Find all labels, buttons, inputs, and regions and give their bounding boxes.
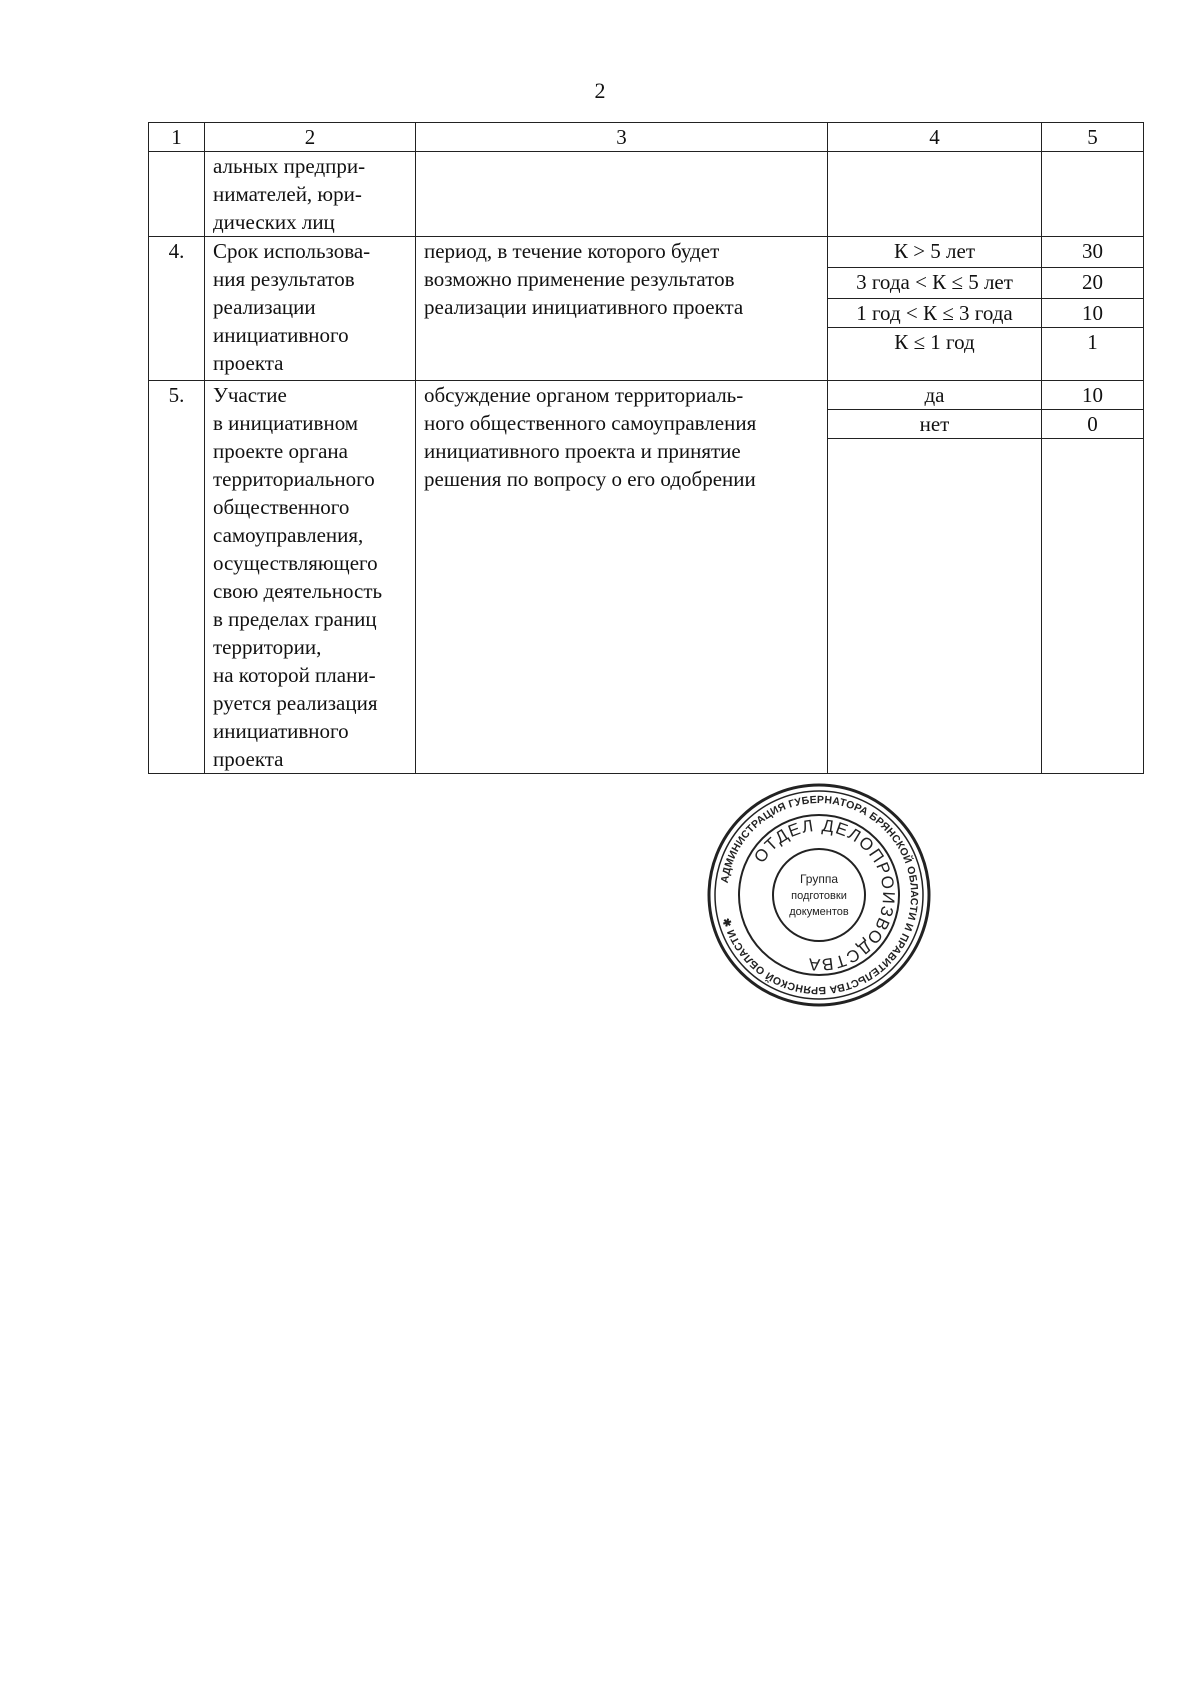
row-number-cell xyxy=(149,152,205,237)
text-line: ния результатов xyxy=(213,267,355,291)
stamp-center-line: документов xyxy=(789,906,849,918)
points-cell: 30 xyxy=(1042,237,1144,268)
text-line: Срок использова- xyxy=(213,239,371,263)
points-cell: 10 xyxy=(1042,299,1144,328)
value-cell: К ≤ 1 год xyxy=(828,328,1042,381)
stamp-inner-text: ОТДЕЛ ДЕЛОПРОИЗВОДСТВА xyxy=(750,815,899,975)
points-cell: 10 xyxy=(1042,381,1144,410)
text-line: осуществляющего xyxy=(213,551,378,575)
value-cell xyxy=(828,439,1042,774)
criterion-cell xyxy=(205,381,416,774)
page-number: 2 xyxy=(594,78,606,103)
text-line: самоуправления, xyxy=(213,523,364,547)
text-line: территории, xyxy=(213,635,322,659)
text-line: инициативного xyxy=(213,323,349,347)
table-row xyxy=(149,237,1144,268)
text-line: период, в течение которого будет xyxy=(424,239,720,263)
text-line: решения по вопросу о его одобрении xyxy=(424,467,756,491)
description-cell xyxy=(416,381,828,774)
row-number-cell: 5. xyxy=(149,381,205,774)
text-line: нимателей, юри- xyxy=(213,182,362,206)
text-line: реализации инициативного проекта xyxy=(424,295,744,319)
text-line: Участие xyxy=(213,383,287,407)
description-cell xyxy=(416,152,828,237)
text-line: на которой плани- xyxy=(213,663,376,687)
table-header-row xyxy=(149,123,1144,152)
text-line: в пределах границ xyxy=(213,607,377,631)
text-line: альных предпри- xyxy=(213,154,366,178)
text-line: в инициативном xyxy=(213,411,359,435)
official-stamp xyxy=(706,782,932,1008)
value-cell: К > 5 лет xyxy=(828,237,1042,268)
column-header: 2 xyxy=(205,123,416,152)
criterion-cell xyxy=(205,237,416,381)
description-cell xyxy=(416,237,828,381)
points-cell: 0 xyxy=(1042,410,1144,439)
text-line: обсуждение органом территориаль- xyxy=(424,383,744,407)
points-cell: 1 xyxy=(1042,328,1144,381)
value-cell: да xyxy=(828,381,1042,410)
text-line: инициативного проекта и принятие xyxy=(424,439,741,463)
row-number-cell: 4. xyxy=(149,237,205,381)
text-line: проекта xyxy=(213,351,284,375)
table-row xyxy=(149,152,1144,237)
text-line: реализации xyxy=(213,295,316,319)
text-line: руется реализация xyxy=(213,691,378,715)
column-header: 4 xyxy=(828,123,1042,152)
text-line: дических лиц xyxy=(213,210,335,234)
text-line: свою деятельность xyxy=(213,579,383,603)
column-header: 5 xyxy=(1042,123,1144,152)
stamp-center-line: подготовки xyxy=(791,890,847,902)
text-line: проекте органа xyxy=(213,439,348,463)
points-cell: 20 xyxy=(1042,268,1144,299)
column-header: 1 xyxy=(149,123,205,152)
table-row xyxy=(149,381,1144,410)
value-cell: 1 год < К ≤ 3 года xyxy=(828,299,1042,328)
value-cell: 3 года < К ≤ 5 лет xyxy=(828,268,1042,299)
value-cell: нет xyxy=(828,410,1042,439)
text-line: проекта xyxy=(213,747,284,771)
text-line: ного общественного самоуправления xyxy=(424,411,757,435)
column-header: 3 xyxy=(416,123,828,152)
stamp-icon xyxy=(706,782,932,1008)
stamp-outer-text: АДМИНИСТРАЦИЯ ГУБЕРНАТОРА БРЯНСКОЙ ОБЛАСТИ И ПРАВИТЕЛЬСТВА БРЯНСКОЙ ОБЛАСТИ ✱ xyxy=(718,793,921,997)
criterion-cell xyxy=(205,152,416,237)
value-cell xyxy=(828,152,1042,237)
text-line: возможно применение результатов xyxy=(424,267,735,291)
stamp-center-line: Группа xyxy=(799,872,839,886)
text-line: территориального xyxy=(213,467,375,491)
points-cell xyxy=(1042,152,1144,237)
text-line: общественного xyxy=(213,495,350,519)
text-line: инициативного xyxy=(213,719,349,743)
points-cell xyxy=(1042,439,1144,774)
criteria-table xyxy=(148,122,1144,774)
